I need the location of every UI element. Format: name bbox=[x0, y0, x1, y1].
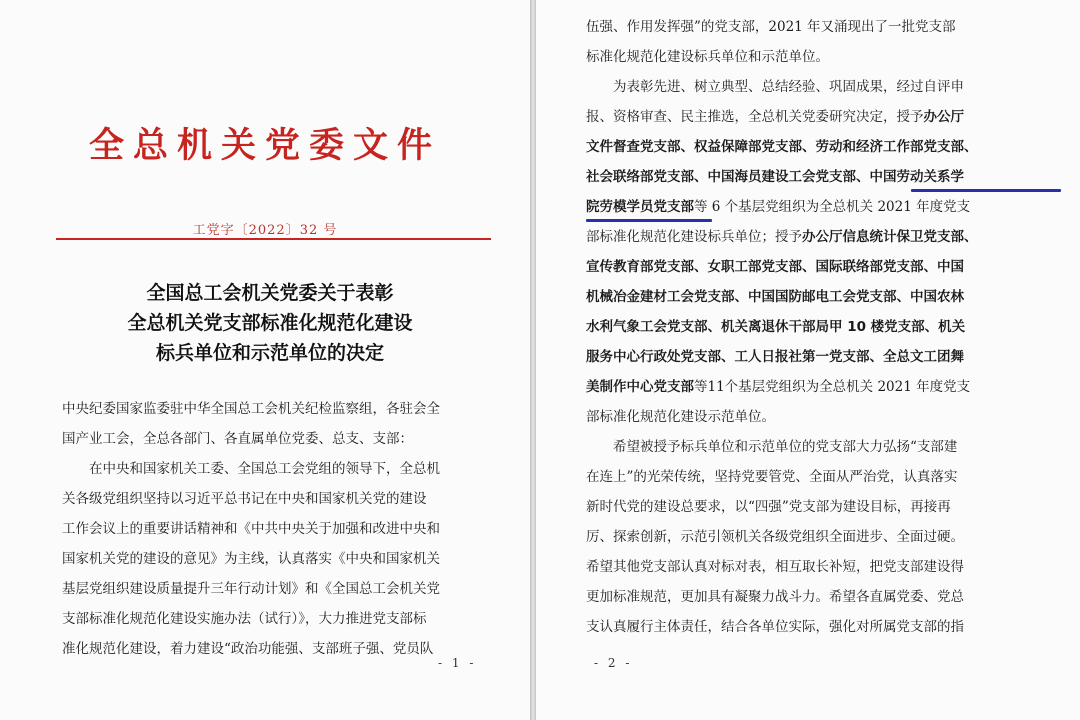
text-line: 标准化规范化建设标兵单位和示范单位。 bbox=[586, 49, 829, 65]
text-line: 伍强、作用发挥强”的党支部，2021 年又涌现出了一批党支部 bbox=[586, 19, 956, 35]
heading-line: 标兵单位和示范单位的决定 bbox=[155, 342, 384, 364]
text-run: 报、资格审查、民主推选，全总机关党委研究决定，授予 bbox=[586, 109, 924, 125]
page2-body-text bbox=[586, 12, 1066, 642]
page-number: - 1 - bbox=[438, 656, 477, 670]
bold-unit-name: 院劳模学员党支部 bbox=[586, 199, 694, 215]
bold-unit-name: 美制作中心党支部 bbox=[586, 379, 694, 395]
text-line: 希望被授予标兵单位和示范单位的党支部大力弘扬“支部建 bbox=[586, 439, 958, 455]
text-line: 基层党组织建设质量提升三年行动计划》和《全国总工会机关党 bbox=[62, 581, 440, 597]
text-line bbox=[586, 222, 1066, 252]
text-line: 在连上”的光荣传统，坚持党要管党、全面从严治党，认真落实 bbox=[586, 469, 958, 485]
text-line: 国家机关党的建设的意见》为主线，认真落实《中央和国家机关 bbox=[62, 551, 440, 567]
text-line: 新时代党的建设总要求，以“四强”党支部为建设目标，再接再 bbox=[586, 499, 951, 515]
text-line: 支部标准化规范化建设实施办法（试行）》，大力推进党支部标 bbox=[62, 611, 427, 627]
text-line: 部标准化规范化建设示范单位。 bbox=[586, 409, 775, 425]
text-line: 支认真履行主体责任，结合各单位实际，强化对所属党支部的指 bbox=[586, 619, 964, 635]
text-run: 等 6 个基层党组织为全总机关 2021 年度党支 bbox=[694, 199, 971, 215]
text-line: 中央纪委国家监委驻中华全国总工会机关纪检监察组，各驻会全 bbox=[62, 401, 440, 417]
bold-unit-name: 办公厅 bbox=[923, 109, 964, 125]
document-page-2 bbox=[536, 0, 1080, 720]
document-number: 工党字〔2022〕32 号 bbox=[192, 223, 338, 238]
red-divider-line bbox=[56, 238, 491, 240]
highlight-underline bbox=[586, 219, 712, 222]
text-line bbox=[586, 372, 1066, 402]
text-line: 准化规范化建设，着力建设“政治功能强、支部班子强、党员队 bbox=[62, 641, 434, 657]
bold-text-line: 机械冶金建材工会党支部、中国国防邮电工会党支部、中国农林 bbox=[586, 289, 964, 305]
heading-line: 全总机关党支部标准化规范化建设 bbox=[127, 312, 413, 334]
text-run: 等11个基层党组织为全总机关 2021 年度党支 bbox=[694, 379, 971, 395]
text-line: 为表彰先进、树立典型、总结经验、巩固成果，经过自评申 bbox=[586, 79, 964, 95]
bold-text-line: 水利气象工会党支部、机关离退休干部局甲 10 楼党支部、机关 bbox=[586, 319, 966, 335]
page-number: - 2 - bbox=[594, 656, 633, 670]
text-line: 工作会议上的重要讲话精神和《中共中央关于加强和改进中央和 bbox=[62, 521, 440, 537]
highlighted-text-line bbox=[586, 192, 1066, 222]
bold-unit-name: 社会联络部党支部、中国海员建设工会党支部、中国劳动关系学 bbox=[586, 169, 964, 185]
text-line: 在中央和国家机关工委、全国总工会党组的领导下，全总机 bbox=[62, 461, 440, 477]
text-line: 关各级党组织坚持以习近平总书记在中央和国家机关党的建设 bbox=[62, 491, 427, 507]
bold-text-line: 文件督查党支部、权益保障部党支部、劳动和经济工作部党支部、 bbox=[586, 139, 978, 155]
text-line: 希望其他党支部认真对标对表，相互取长补短，把党支部建设得 bbox=[586, 559, 964, 575]
text-line bbox=[586, 102, 1066, 132]
highlighted-text-line bbox=[586, 162, 1066, 192]
page1-body-text bbox=[62, 394, 487, 664]
text-run: 部标准化规范化建设标兵单位；授予 bbox=[586, 229, 802, 245]
document-heading bbox=[60, 278, 480, 368]
heading-line: 全国总工会机关党委关于表彰 bbox=[146, 282, 394, 304]
document-page-1 bbox=[0, 0, 530, 720]
text-line: 厉、探索创新，示范引领机关各级党组织全面进步、全面过硬。 bbox=[586, 529, 964, 545]
bold-unit-name: 办公厅信息统计保卫党支部、 bbox=[802, 229, 978, 245]
bold-text-line: 宣传教育部党支部、女职工部党支部、国际联络部党支部、中国 bbox=[586, 259, 964, 275]
bold-text-line: 服务中心行政处党支部、工人日报社第一党支部、全总文工团舞 bbox=[586, 349, 964, 365]
text-line: 更加标准规范，更加具有凝聚力战斗力。希望各直属党委、党总 bbox=[586, 589, 964, 605]
text-line: 国产业工会，全总各部门、各直属单位党委、总支、支部： bbox=[62, 431, 413, 447]
document-header-title: 全总机关党委文件 bbox=[88, 125, 441, 166]
